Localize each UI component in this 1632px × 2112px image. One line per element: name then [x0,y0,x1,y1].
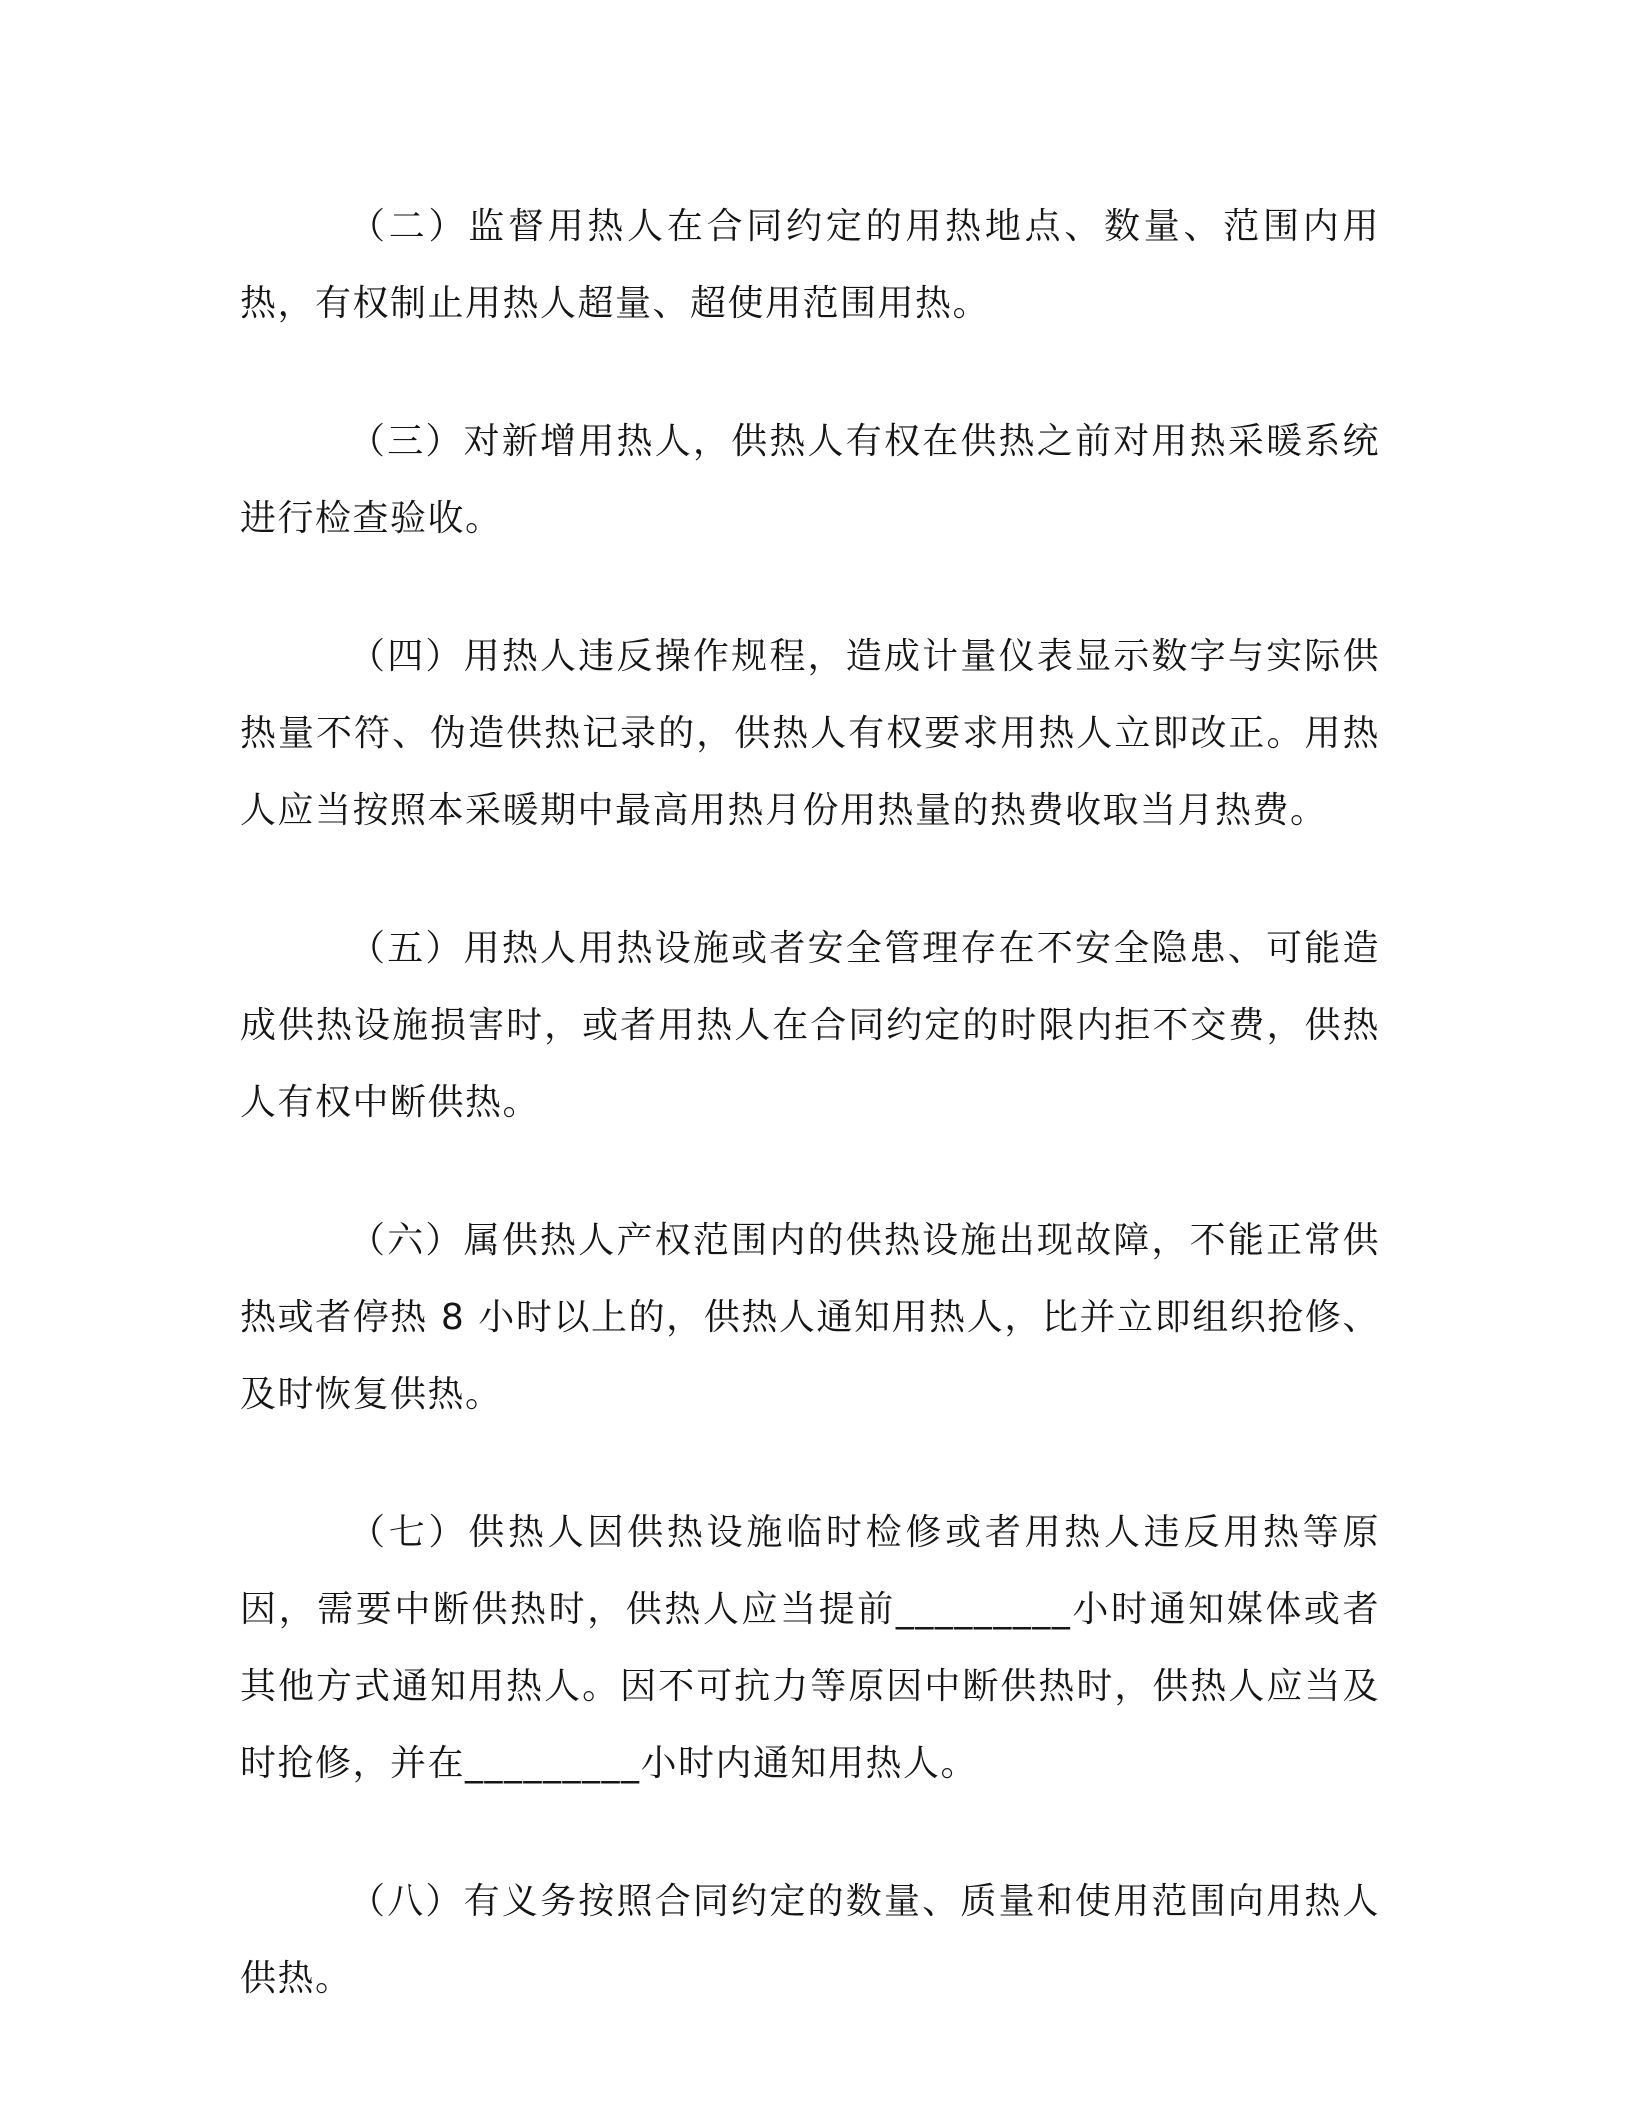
paragraph-8: （八）有义务按照合同约定的数量、质量和使用范围向用热人供热。 [240,1881,1380,1999]
paragraph-4: （四）用热人违反操作规程，造成计量仪表显示数字与实际供热量不符、伪造供热记录的，供热人有权要求用热人立即改正。用热人应当按照本采暖期中最高用热月份用热量的热费收取当月热费。 [240,636,1380,831]
paragraph-3: （三）对新增用热人，供热人有权在供热之前对用热采暖系统进行检查验收。 [240,421,1380,539]
paragraph-6: （六）属供热人产权范围内的供热设施出现故障，不能正常供热或者停热 8 小时以上的，供热人通知用热人，比并立即组织抢修、及时恢复供热。 [240,1220,1380,1415]
paragraph-2: （二）监督用热人在合同约定的用热地点、数量、范围内用热，有权制止用热人超量、超使用范围用热。 [240,206,1380,324]
paragraph-5: （五）用热人用热设施或者安全管理存在不安全隐患、可能造成供热设施损害时，或者用热人在合同约定的时限内拒不交费，供热人有权中断供热。 [240,928,1380,1123]
paragraph-7: （七）供热人因供热设施临时检修或者用热人违反用热等原因，需要中断供热时，供热人应当提前_________小时通知媒体或者其他方式通知用热人。因不可抗力等原因中断供热时，供热人应当及时抢修，并在_________小时内通知用热人。 [240,1512,1380,1784]
document-body [240,188,1380,2078]
